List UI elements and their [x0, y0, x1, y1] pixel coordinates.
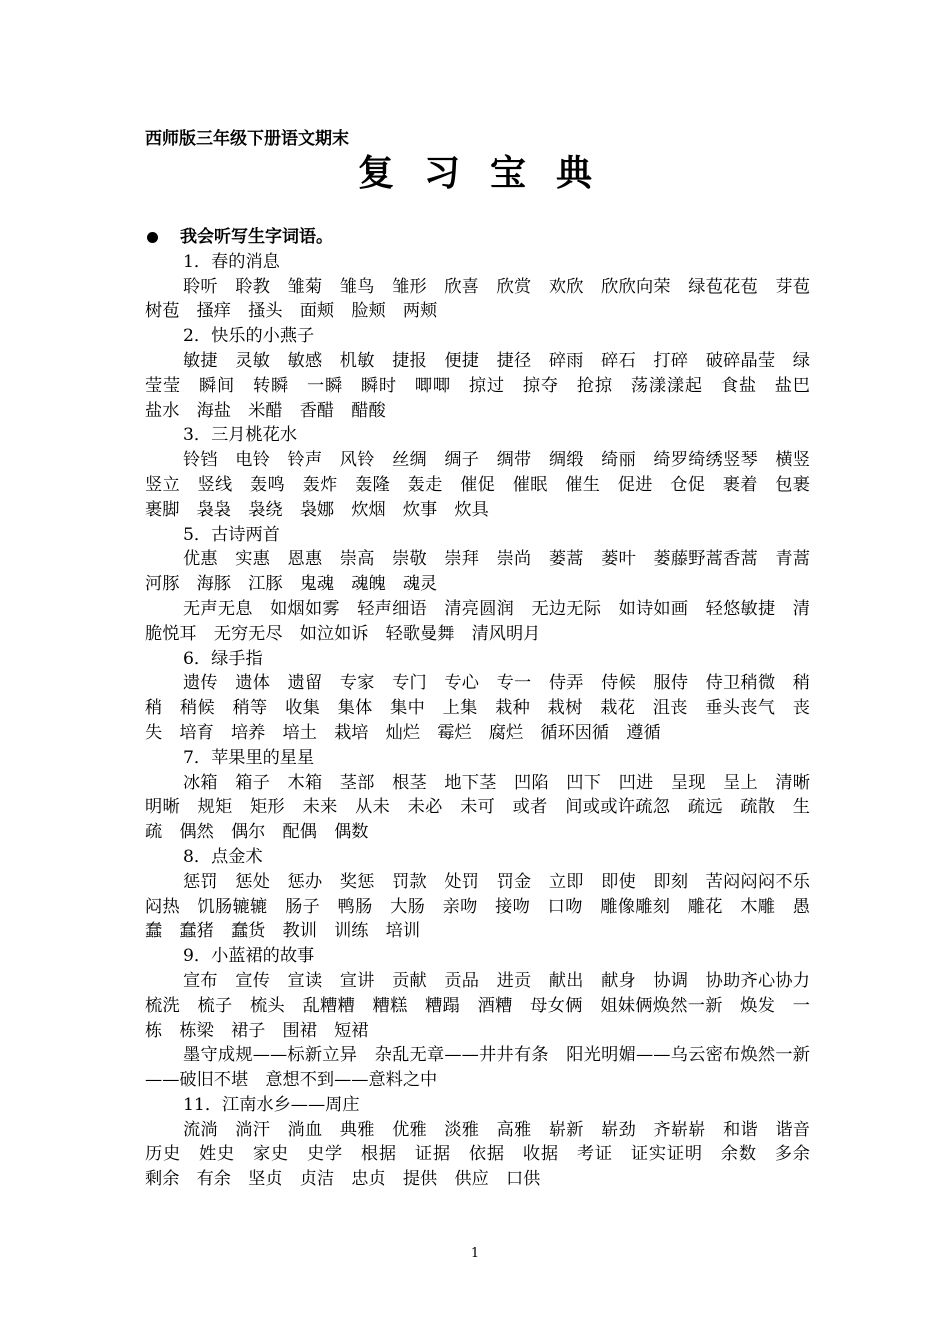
word-list: 铃铛 电铃 铃声 风铃 丝绸 绸子 绸带 绸缎 绮丽 绮罗绮绣竖琴 横竖 竖立 竖线 轰鸣 轰炸 轰隆 轰走 催促 催眠 催生 促进 仓促 裹着 包裹 裹脚 袅袅 袅绕 袅娜 炊烟 炊事 炊具 [145, 450, 828, 520]
word-list: 敏捷 灵敏 敏感 机敏 捷报 便捷 捷径 碎雨 碎石 打碎 破碎晶莹 绿莹莹 瞬间 转瞬 一瞬 瞬时 唧唧 掠过 掠夺 抢掠 荡漾漾起 食盐 盐巴 盐水 海盐 米醋 香醋 醋酸 [145, 350, 828, 421]
word-list: 流淌 淌汗 淌血 典雅 优雅 淡雅 高雅 崭新 崭劲 齐崭崭 和谐 谐音 历史 姓史 家史 史学 根据 证据 依据 收据 考证 证实证明 余数 多余 剩余 有余 坚贞 贞洁 忠贞 提供 供应 口供 [145, 1119, 828, 1190]
lesson-title: 5．古诗两首 [183, 524, 280, 545]
lesson-title: 2．快乐的小燕子 [183, 326, 315, 347]
word-list: 遗传 遗体 遗留 专家 专门 专心 专一 侍弄 侍候 服侍 侍卫稍微 稍稍 稍候 稍等 收集 集体 集中 上集 栽种 栽树 栽花 沮丧 垂头丧气 丧失 培育 培养 培土 栽培 灿烂 霉烂 腐烂 循环因循 遵循 [145, 673, 810, 743]
subtitle: 西师版三年级下册语文期末 [145, 129, 349, 149]
word-list: 无声无息 如烟如雾 轻声细语 清亮圆润 无边无际 如诗如画 轻悠敏捷 清脆悦耳 无穷无尽 如泣如诉 轻歌曼舞 清风明月 [145, 598, 810, 644]
lesson-title: 1．春的消息 [183, 251, 280, 272]
content [145, 225, 828, 1192]
word-list: 冰箱 箱子 木箱 茎部 根茎 地下茎 凹陷 凹下 凹进 呈现 呈上 清晰 明晰 规矩 矩形 未来 从未 未必 未可 或者 间或或许疏忽 疏远 疏散 生疏 偶然 偶尔 配偶 偶数 [145, 772, 828, 843]
lesson-title: 9．小蓝裙的故事 [183, 946, 315, 967]
bullet-icon [147, 232, 158, 243]
word-list: 惩罚 惩处 惩办 奖惩 罚款 处罚 罚金 立即 即使 即刻 苦闷闷闷不乐 闷热 饥肠辘辘 肠子 鸭肠 大肠 亲吻 接吻 口吻 雕像雕刻 雕花 木雕 愚蠢 蠢猪 蠢货 教训 训练 培训 [145, 871, 828, 942]
word-list: 宣布 宣传 宣读 宣讲 贡献 贡品 进贡 献出 献身 协调 协助齐心协力 梳洗 梳子 梳头 乱糟糟 糟糕 糟蹋 酒糟 母女俩 姐妹俩焕然一新 焕发 一栋 栋梁 裙子 围裙 短裙 [145, 970, 828, 1041]
section-heading [145, 225, 810, 250]
word-list: 优惠 实惠 恩惠 崇高 崇敬 崇拜 崇尚 蒌蒿 蒌叶 蒌藤野蒿香蒿 青蒿 河豚 海豚 江豚 鬼魂 魂魄 魂灵 [145, 549, 828, 595]
lesson-title: 3．三月桃花水 [183, 425, 298, 446]
lesson-title: 11．江南水乡——周庄 [183, 1094, 360, 1115]
page-number: 1 [470, 1246, 480, 1261]
word-list: 墨守成规——标新立异 杂乱无章——井井有条 阳光明媚——乌云密布焕然一新——破旧不堪 意想不到——意料之中 [145, 1045, 810, 1091]
lesson-title: 8．点金术 [183, 846, 263, 867]
lesson-title: 6．绿手指 [183, 648, 263, 669]
section-heading-text: 我会听写生字词语。 [180, 227, 333, 247]
page-title: 复习宝典 [357, 153, 622, 194]
lesson-title: 7．苹果里的星星 [183, 747, 315, 768]
word-list: 聆听 聆教 雏菊 雏鸟 雏形 欣喜 欣赏 欢欣 欣欣向荣 绿苞花苞 芽苞 树苞 搔痒 搔头 面颊 脸颊 两颊 [145, 276, 828, 322]
